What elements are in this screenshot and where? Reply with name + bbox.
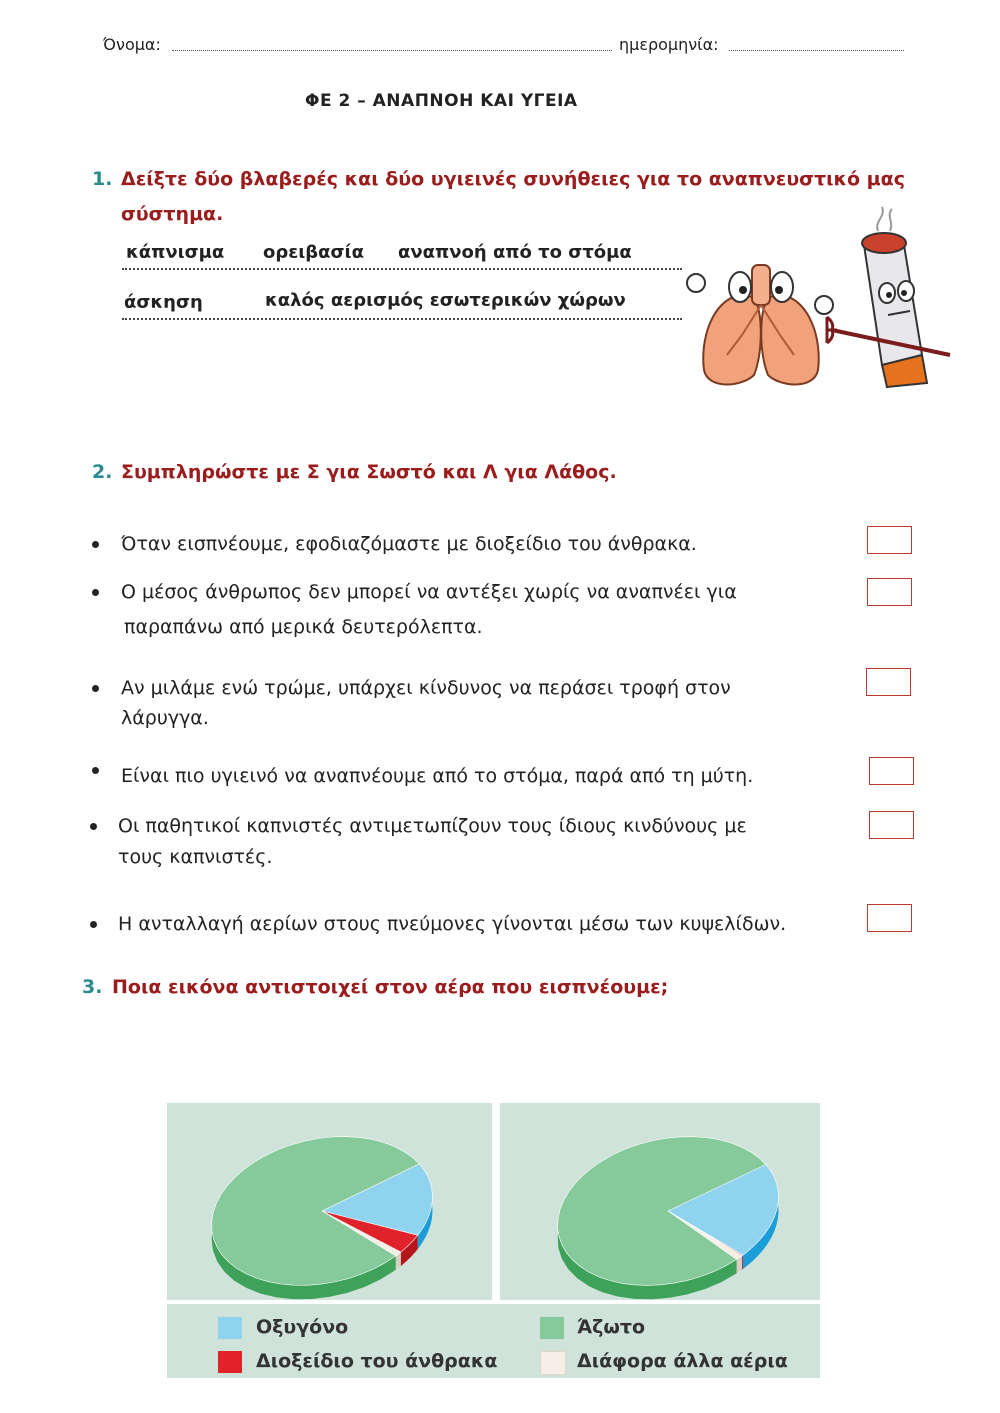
answer-climbing: ορειβασία — [263, 242, 364, 263]
answer-line-1[interactable] — [122, 268, 682, 270]
q1-text-line1: Δείξτε δύο βλαβερές και δύο υγιεινές συνήθειες για το αναπνευστικό μας — [121, 168, 905, 190]
q2-text: Συμπληρώστε με Σ για Σωστό και Λ για Λάθος. — [121, 461, 617, 483]
answer-line-2[interactable] — [122, 318, 682, 320]
pie-side-2 — [742, 1255, 743, 1270]
q1-number: 1. — [92, 168, 113, 190]
answer-box-3[interactable] — [866, 668, 911, 696]
name-label: Όνομα: — [103, 35, 161, 54]
answer-box-1[interactable] — [867, 526, 912, 554]
date-field[interactable] — [729, 50, 904, 51]
bullet — [92, 767, 99, 774]
answer-box-5[interactable] — [869, 811, 914, 839]
pie-chart-a[interactable] — [167, 1103, 492, 1300]
legend-label-co2: Διοξείδιο του άνθρακα — [256, 1350, 498, 1372]
page-title: ΦΕ 2 – ΑΝΑΠΝΟΗ ΚΑΙ ΥΓΕΙΑ — [305, 91, 578, 111]
bullet — [92, 589, 99, 596]
answer-mouth-breathing: αναπνοή από το στόμα — [398, 242, 632, 263]
q1-text-line2: σύστημα. — [121, 203, 224, 225]
statement-5-line1: Οι παθητικοί καπνιστές αντιμετωπίζουν τους ίδιους κινδύνους με — [118, 815, 747, 837]
legend-swatch-co2 — [218, 1351, 242, 1373]
answer-smoking: κάπνισμα — [126, 242, 225, 263]
bullet — [92, 541, 99, 548]
bullet — [92, 685, 99, 692]
q3-text: Ποια εικόνα αντιστοιχεί στον αέρα που εισπνέουμε; — [112, 976, 669, 998]
answer-box-4[interactable] — [869, 757, 914, 785]
legend-swatch-nitrogen — [540, 1317, 564, 1339]
q3-number: 3. — [82, 976, 103, 998]
statement-6: Η ανταλλαγή αερίων στους πνεύμονες γίνονται μέσω των κυψελίδων. — [118, 913, 787, 935]
bullet — [90, 921, 97, 928]
legend-label-other: Διάφορα άλλα αέρια — [577, 1350, 788, 1372]
date-label: ημερομηνία: — [619, 35, 719, 54]
pie-chart-b[interactable] — [500, 1103, 820, 1300]
name-field[interactable] — [172, 50, 612, 51]
statement-3-line1: Αν μιλάμε ενώ τρώμε, υπάρχει κίνδυνος να περάσει τροφή στον — [121, 677, 731, 699]
statement-4: Είναι πιο υγιεινό να αναπνέουμε από το στόμα, παρά από τη μύτη. — [121, 765, 754, 787]
bullet — [90, 823, 97, 830]
answer-exercise: άσκηση — [124, 292, 203, 313]
statement-2-line2: παραπάνω από μερικά δευτερόλεπτα. — [124, 616, 483, 638]
legend-swatch-oxygen — [218, 1317, 242, 1339]
legend-swatch-other — [540, 1351, 566, 1375]
answer-box-6[interactable] — [867, 904, 912, 932]
lungs-cigarette-illustration — [682, 205, 957, 395]
q2-number: 2. — [92, 461, 113, 483]
statement-2-line1: Ο μέσος άνθρωπος δεν μπορεί να αντέξει χωρίς να αναπνέει για — [121, 581, 737, 603]
chart-legend — [167, 1304, 820, 1378]
answer-ventilation: καλός αερισμός εσωτερικών χώρων — [265, 290, 626, 311]
answer-box-2[interactable] — [867, 578, 912, 606]
statement-5-line2: τους καπνιστές. — [118, 846, 273, 868]
legend-label-oxygen: Οξυγόνο — [256, 1316, 349, 1338]
statement-1: Όταν εισπνέουμε, εφοδιαζόμαστε με διοξείδιο του άνθρακα. — [121, 533, 697, 555]
legend-label-nitrogen: Άζωτο — [577, 1316, 646, 1338]
statement-3-line2: λάρυγγα. — [121, 707, 209, 729]
